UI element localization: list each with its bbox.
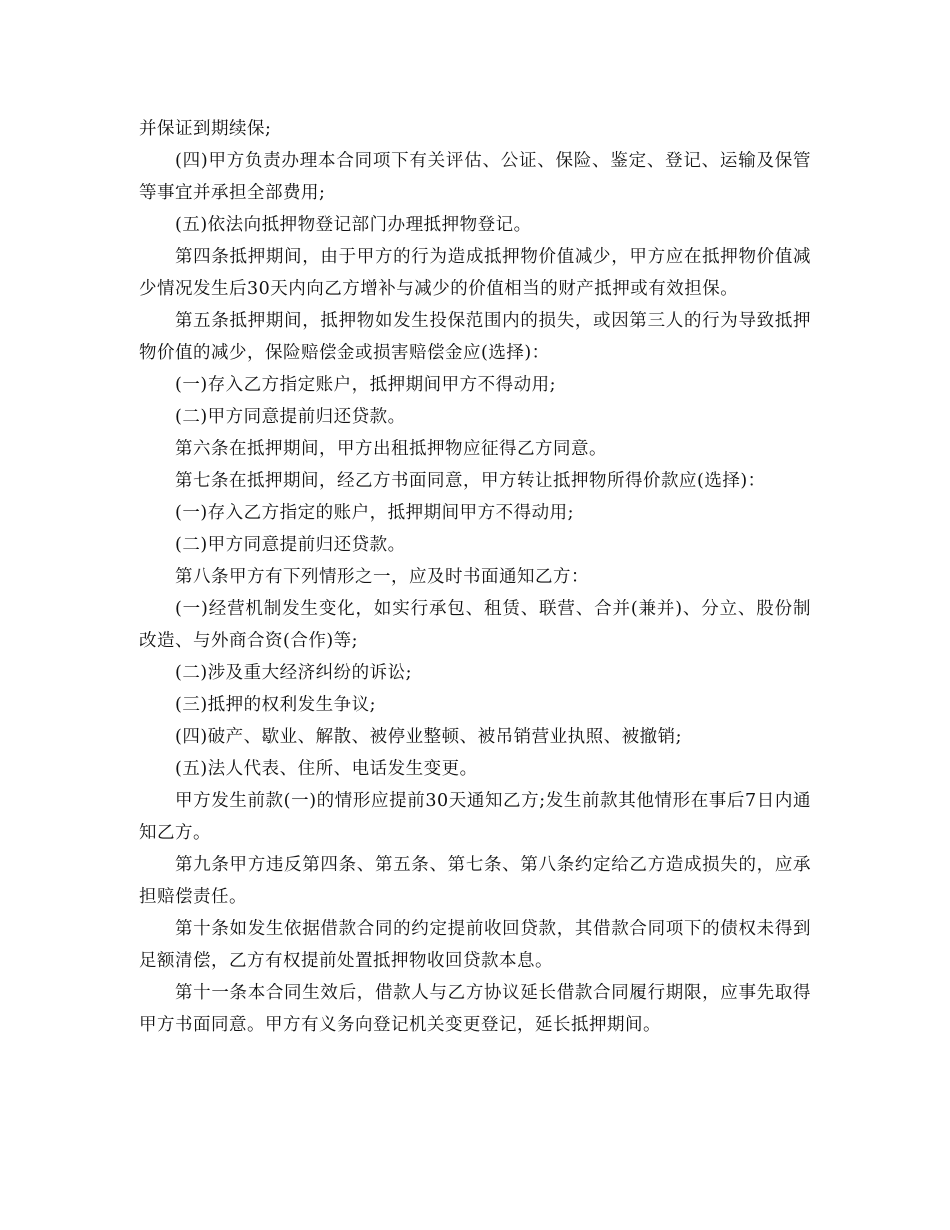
- clause-8-item-4: (四)破产、歇业、解散、被停业整顿、被吊销营业执照、被撤销;: [175, 727, 683, 747]
- clause-7-option-2: (二)甲方同意提前归还贷款。: [175, 535, 406, 555]
- clause-5-option-1: (一)存入乙方指定账户，抵押期间甲方不得动用;: [175, 375, 557, 395]
- clause-5: 第五条抵押期间，抵押物如发生投保范围内的损失，或因第三人的行为导致抵押物价值的减少，保险赔偿金或损害赔偿金应(选择)：: [139, 311, 811, 363]
- clause-8-item-3: (三)抵押的权利发生争议;: [175, 695, 377, 715]
- clause-5-option-2: (二)甲方同意提前归还贷款。: [175, 407, 406, 427]
- clause-7-option-1: (一)存入乙方指定的账户，抵押期间甲方不得动用;: [175, 503, 575, 523]
- clause-8-item-5: (五)法人代表、住所、电话发生变更。: [175, 759, 478, 779]
- clause-8-item-2: (二)涉及重大经济纠纷的诉讼;: [175, 663, 413, 683]
- clause-8-item-1: (一)经营机制发生变化，如实行承包、租赁、联营、合并(兼并)、分立、股份制改造、与外商合资(合作)等;: [139, 599, 811, 651]
- clause-3-item-4: (四)甲方负责办理本合同项下有关评估、公证、保险、鉴定、登记、运输及保管等事宜并承担全部费用;: [139, 151, 811, 203]
- clause-9: 第九条甲方违反第四条、第五条、第七条、第八条约定给乙方造成损失的，应承担赔偿责任。: [139, 855, 811, 907]
- clause-7: 第七条在抵押期间，经乙方书面同意，甲方转让抵押物所得价款应(选择)：: [175, 471, 766, 491]
- clause-6: 第六条在抵押期间，甲方出租抵押物应征得乙方同意。: [175, 439, 607, 459]
- clause-8-notice: 甲方发生前款(一)的情形应提前30天通知乙方;发生前款其他情形在事后7日内通知乙方。: [139, 791, 811, 843]
- paragraph-continuation: 并保证到期续保;: [139, 119, 272, 139]
- clause-11: 第十一条本合同生效后，借款人与乙方协议延长借款合同履行期限，应事先取得甲方书面同意。甲方有义务向登记机关变更登记，延长抵押期间。: [139, 983, 811, 1035]
- clause-4: 第四条抵押期间，由于甲方的行为造成抵押物价值减少，甲方应在抵押物价值减少情况发生后30天内向乙方增补与减少的价值相当的财产抵押或有效担保。: [139, 247, 811, 299]
- clause-10: 第十条如发生依据借款合同的约定提前收回贷款，其借款合同项下的债权未得到足额清偿，乙方有权提前处置抵押物收回贷款本息。: [139, 919, 811, 971]
- clause-3-item-5: (五)依法向抵押物登记部门办理抵押物登记。: [175, 215, 532, 235]
- document-page: [139, 113, 811, 1041]
- clause-8: 第八条甲方有下列情形之一，应及时书面通知乙方：: [175, 567, 589, 587]
